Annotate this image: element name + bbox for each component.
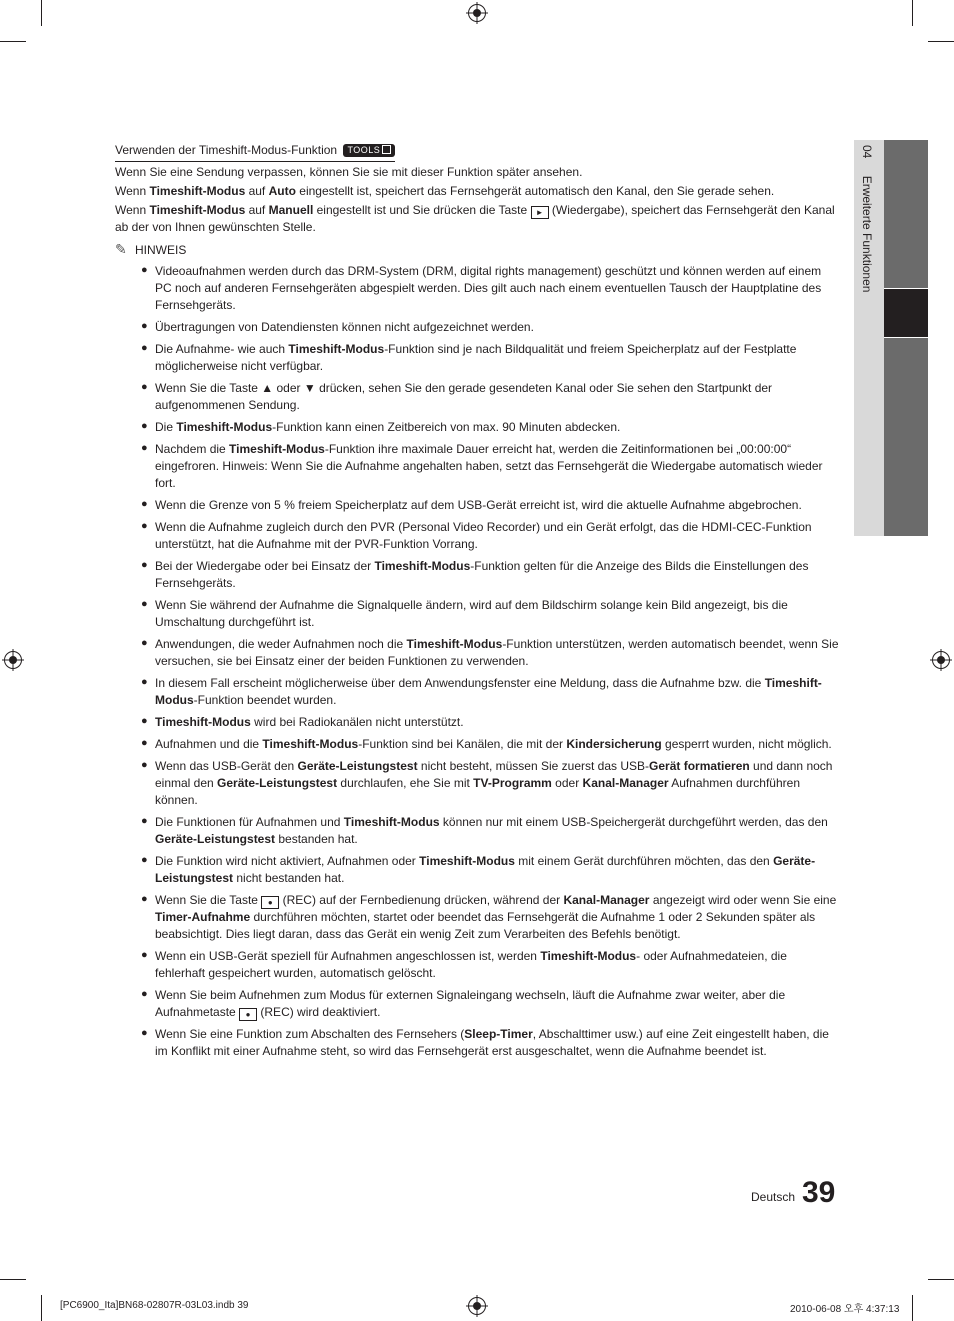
registration-mark-icon — [932, 651, 950, 669]
list-item: ● Wenn Sie beim Aufnehmen zum Modus für externen Signaleingang wechseln, läuft die Aufnahme zwar weiter, aber die Aufnahmetaste ● (REC) wird deaktiviert. — [141, 988, 786, 1019]
list-item: ● Wenn Sie die Taste ▲ oder ▼ drücken, sehen Sie den gerade gesendeten Kanal oder Sie sehen den Startpunkt der aufgenommenen Sendung. — [141, 381, 773, 412]
list-item: ● Nachdem die Timeshift-Modus-Funktion ihre maximale Dauer erreicht hat, werden die Zeitinformationen bei „00:00:00“ eingefroren. Hinweis: Wenn Sie die Aufnahme angehalten haben, setzt das Fernsehgerät die Wiedergabe automatisch wieder fort. — [141, 442, 823, 490]
list-item: ● Wenn ein USB-Gerät speziell für Aufnahmen angeschlossen ist, werden Timeshift-Modus- oder Aufnahmedateien, die fehlerhaft gespeichert wurden, automatisch gelöscht. — [141, 949, 787, 980]
list-item: ● Wenn Sie während der Aufnahme die Signalquelle ändern, wird auf dem Bildschirm solange kein Bild angezeigt, bis die Umschaltung durchgeführt ist. — [141, 598, 788, 629]
list-item: ● Wenn Sie die Taste ● (REC) auf der Fernbedienung drücken, während der Kanal-Manager angezeigt wird oder wenn Sie eine Timer-Aufnahme durchführen möchten, startet oder beendet das Fernsehgerät die Aufnahme 1 oder 2 Sekunden später als beabsichtigt. Dies liegt daran, dass das Gerät ein wenig Zeit zum Verarbeiten des Befehls benötigt. — [141, 893, 837, 941]
note-list — [115, 263, 840, 1060]
crop-mark — [928, 1279, 954, 1280]
list-item: ● Wenn die Aufnahme zugleich durch den PVR (Personal Video Recorder) und ein Gerät erfolgt, das die HDMI-CEC-Funktion unterstützt, hat die Aufnahme mit der PVR-Funktion Vorrang. — [141, 520, 812, 551]
rec-button-icon: ● — [261, 896, 279, 909]
list-item: ● Videoaufnahmen werden durch das DRM-System (DRM, digital rights management) geschützt und können werden auf einem PC noch auf anderen Fernsehgeräten abgespielt werden. Dies gilt auch nach einem eventuellen Tausch der Hauptplatine des Fernsehgeräts. — [141, 264, 822, 312]
registration-mark-icon — [468, 1297, 486, 1315]
chapter-tab-block — [884, 338, 928, 536]
crop-mark — [41, 0, 42, 26]
chapter-tab-active — [884, 289, 928, 337]
print-slug-right: 2010-06-08 오후 4:37:13 — [790, 1304, 900, 1315]
main-content — [115, 142, 840, 1065]
print-slug-left: [PC6900_Ita]BN68-02807R-03L03.indb 39 — [60, 1300, 249, 1311]
list-item: ● Wenn Sie eine Funktion zum Abschalten des Fernsehers (Sleep-Timer, Abschalttimer usw.) auf eine Zeit eingestellt haben, die im Konflikt mit einer Aufnahme steht, so wird das Fernsehgerät erst ausgeschaltet, wenn die Aufnahme beendet ist. — [141, 1027, 829, 1058]
list-item: ● Die Funktion wird nicht aktiviert, Aufnahmen oder Timeshift-Modus mit einem Gerät durchführen möchten, das den Geräte-Leistungstest nicht bestanden hat. — [141, 854, 816, 885]
intro-line: Wenn Timeshift-Modus auf Auto eingestellt ist, speichert das Fernsehgerät automatisch den Kanal, den Sie gerade sehen. — [115, 184, 775, 198]
crop-mark — [0, 1279, 26, 1280]
list-item: ● Übertragungen von Datendiensten können nicht aufgezeichnet werden. — [141, 320, 534, 334]
note-heading — [115, 241, 840, 259]
list-item: ● Bei der Wiedergabe oder bei Einsatz der Timeshift-Modus-Funktion gelten für die Anzeige des Bilds die Einstellungen des Fernsehgeräts. — [141, 559, 809, 590]
tools-badge-label: TOOLS — [347, 145, 381, 155]
list-item: ● Timeshift-Modus wird bei Radiokanälen nicht unterstützt. — [141, 715, 464, 729]
chapter-tab-block — [884, 140, 928, 288]
rec-button-icon: ● — [239, 1008, 257, 1021]
crop-mark — [41, 1295, 42, 1321]
list-item: ● Die Funktionen für Aufnahmen und Timeshift-Modus können nur mit einem USB-Speichergerät durchgeführt werden, das den Geräte-Leistungstest bestanden hat. — [141, 815, 828, 846]
crop-mark — [0, 41, 26, 42]
list-item: ● Die Timeshift-Modus-Funktion kann einen Zeitbereich von max. 90 Minuten abdecken. — [141, 420, 621, 434]
registration-mark-icon — [468, 4, 486, 22]
play-button-icon: ► — [531, 206, 549, 219]
section-heading — [115, 142, 395, 162]
tools-badge — [343, 144, 395, 157]
note-label: HINWEIS — [135, 243, 187, 257]
list-item: ● In diesem Fall erscheint möglicherweise über dem Anwendungsfenster eine Meldung, dass die Aufnahme bzw. die Timeshift-Modus-Funktion beendet wurden. — [141, 676, 822, 707]
registration-mark-icon — [4, 651, 22, 669]
section-title: Verwenden der Timeshift-Modus-Funktion — [115, 143, 338, 157]
crop-mark — [912, 1295, 913, 1321]
intro-line: Wenn Sie eine Sendung verpassen, können Sie sie mit dieser Funktion später ansehen. — [115, 165, 583, 179]
crop-mark — [912, 0, 913, 26]
chapter-number: 04 — [860, 145, 874, 159]
list-item: ● Wenn die Grenze von 5 % freiem Speicherplatz auf dem USB-Gerät erreicht ist, wird die aktuelle Aufnahme abgebrochen. — [141, 498, 802, 512]
chapter-title: Erweiterte Funktionen — [860, 175, 874, 293]
chapter-label — [860, 145, 874, 292]
page-number: 39 — [802, 1176, 836, 1209]
crop-mark — [928, 41, 954, 42]
list-item: ● Die Aufnahme- wie auch Timeshift-Modus-Funktion sind je nach Bildqualität und freiem Speicherplatz auf der Festplatte möglicherweise nicht verfügbar. — [141, 342, 797, 373]
list-item: ● Anwendungen, die weder Aufnahmen noch die Timeshift-Modus-Funktion unterstützen, werden automatisch beendet, wenn Sie versuchen, sie bei Einsatz einer der beiden Funktionen zu verwenden. — [141, 637, 839, 668]
intro-line: Wenn Timeshift-Modus auf Manuell eingestellt ist und Sie drücken die Taste ► (Wiedergabe), speichert das Fernsehgerät den Kanal ab der von Ihnen gewünschten Stelle. — [115, 203, 835, 234]
pencil-note-icon: ✎ — [115, 241, 127, 257]
list-item: ● Wenn das USB-Gerät den Geräte-Leistungstest nicht besteht, müssen Sie zuerst das USB-Gerät formatieren und dann noch einmal den Geräte-Leistungstest durchlaufen, ehe Sie mit TV-Programm oder Kanal-Manager Aufnahmen durchführen können. — [141, 759, 833, 807]
footer-language: Deutsch — [751, 1190, 796, 1204]
tools-icon — [382, 145, 391, 154]
list-item: ● Aufnahmen und die Timeshift-Modus-Funktion sind bei Kanälen, die mit der Kindersicherung gesperrt wurden, nicht möglich. — [141, 737, 832, 751]
